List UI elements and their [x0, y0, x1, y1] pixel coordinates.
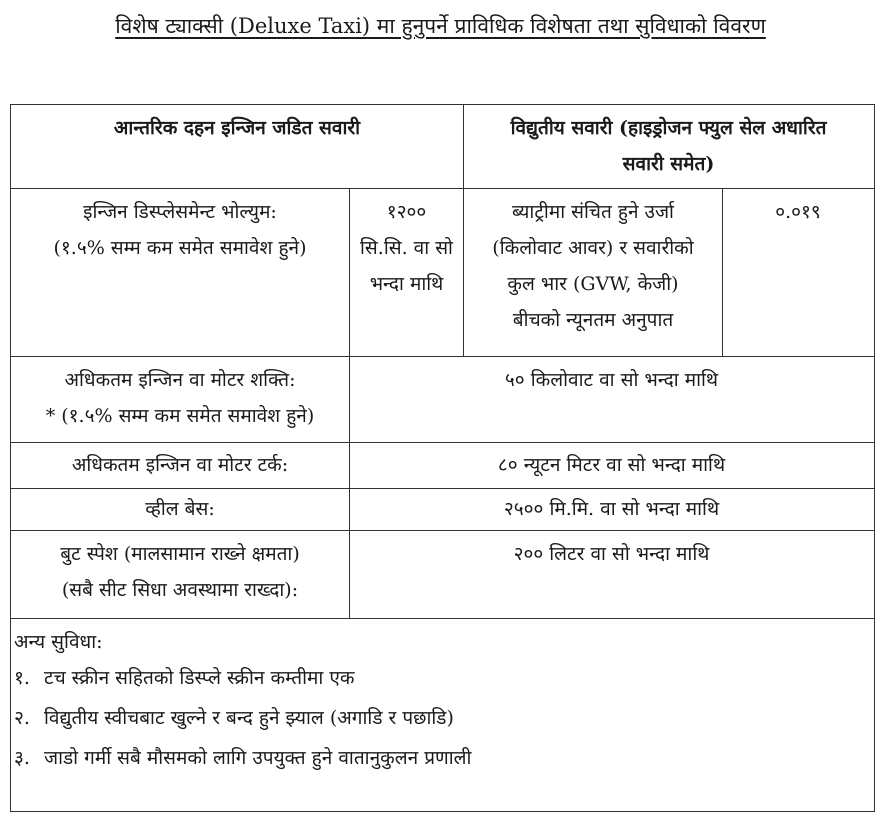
value-line: २५०० मि.मि. वा सो भन्दा माथि [503, 498, 720, 520]
value-line: ८० न्यूटन मिटर वा सो भन्दा माथि [497, 454, 726, 476]
boot-space-value [350, 536, 873, 572]
label-line: अधिकतम इन्जिन वा मोटर टर्क: [71, 454, 289, 476]
amenity-item [14, 700, 454, 736]
wheel-base-value [350, 491, 873, 527]
header-ice-text: आन्तरिक दहन इन्जिन जडित सवारी [113, 117, 361, 139]
battery-ratio-label [464, 194, 722, 338]
label-line: * (१.५% सम्म कम समेत समावेश हुने) [45, 405, 315, 427]
amenity-text: जाडो गर्मी सबै मौसमको लागि उपयुक्त हुने वातानुकुलन प्रणाली [44, 747, 472, 769]
engine-displacement-value [350, 194, 463, 302]
header-ice [11, 110, 463, 146]
amenity-text: विद्युतीय स्वीचबाट खुल्ने र बन्द हुने झ्याल (अगाडि र पछाडि) [44, 707, 454, 729]
max-torque-value [350, 447, 873, 483]
value-line: २०० लिटर वा सो भन्दा माथि [513, 543, 710, 565]
max-torque-label [11, 447, 349, 483]
max-power-value [350, 362, 873, 398]
divider [10, 618, 874, 619]
label-line: व्हील बेस: [145, 498, 215, 520]
header-ev-line2: सवारी समेत) [622, 153, 715, 175]
header-ev-line1: विद्युतीय सवारी (हाइड्रोजन फ्युल सेल अधारित [510, 117, 827, 139]
label-line: इन्जिन डिस्प्लेसमेन्ट भोल्युम: [83, 201, 277, 223]
label-line: (किलोवाट आवर) र सवारीको [492, 237, 694, 259]
label-line: (१.५% सम्म कम समेत समावेश हुने) [53, 237, 307, 259]
label-line: बुट स्पेश (मालसामान राख्ने क्षमता) [60, 543, 300, 565]
value-line: सि.सि. वा सो [360, 237, 453, 259]
amenity-item [14, 660, 354, 696]
battery-ratio-value [723, 194, 873, 230]
divider [10, 188, 874, 189]
label-line: ब्याट्रीमा संचित हुने उर्जा [512, 201, 674, 223]
label-line: कुल भार (GVW, केजी) [507, 273, 679, 295]
divider [10, 530, 874, 531]
value-line: भन्दा माथि [369, 273, 444, 295]
divider [10, 488, 874, 489]
amenity-number: २. [14, 707, 30, 729]
value-line: ५० किलोवाट वा सो भन्दा माथि [504, 369, 719, 391]
wheel-base-label [11, 491, 349, 527]
divider [10, 356, 874, 357]
amenity-number: ३. [14, 747, 30, 769]
value-line: १२०० [386, 201, 427, 223]
boot-space-label [11, 536, 349, 608]
document-title [0, 12, 881, 40]
label-line: बीचको न्यूनतम अनुपात [512, 309, 674, 331]
value-line: ०.०१९ [775, 201, 821, 223]
amenity-item [14, 740, 471, 776]
amenity-text: टच स्क्रीन सहितको डिस्प्ले स्क्रीन कम्तीमा एक [44, 667, 355, 689]
engine-displacement-label [11, 194, 349, 266]
label-line: (सबै सीट सिधा अवस्थामा राख्दा): [61, 579, 299, 601]
divider [10, 442, 874, 443]
title-text: विशेष ट्याक्सी (Deluxe Taxi) मा हुनुपर्ने प्राविधिक विशेषता तथा सुविधाको विवरण [115, 14, 766, 38]
label-line: अधिकतम इन्जिन वा मोटर शक्ति: [64, 369, 296, 391]
header-ev [464, 110, 873, 182]
amenities-heading: अन्य सुविधा: [14, 631, 103, 653]
amenity-number: १. [14, 667, 30, 689]
max-power-label [11, 362, 349, 434]
